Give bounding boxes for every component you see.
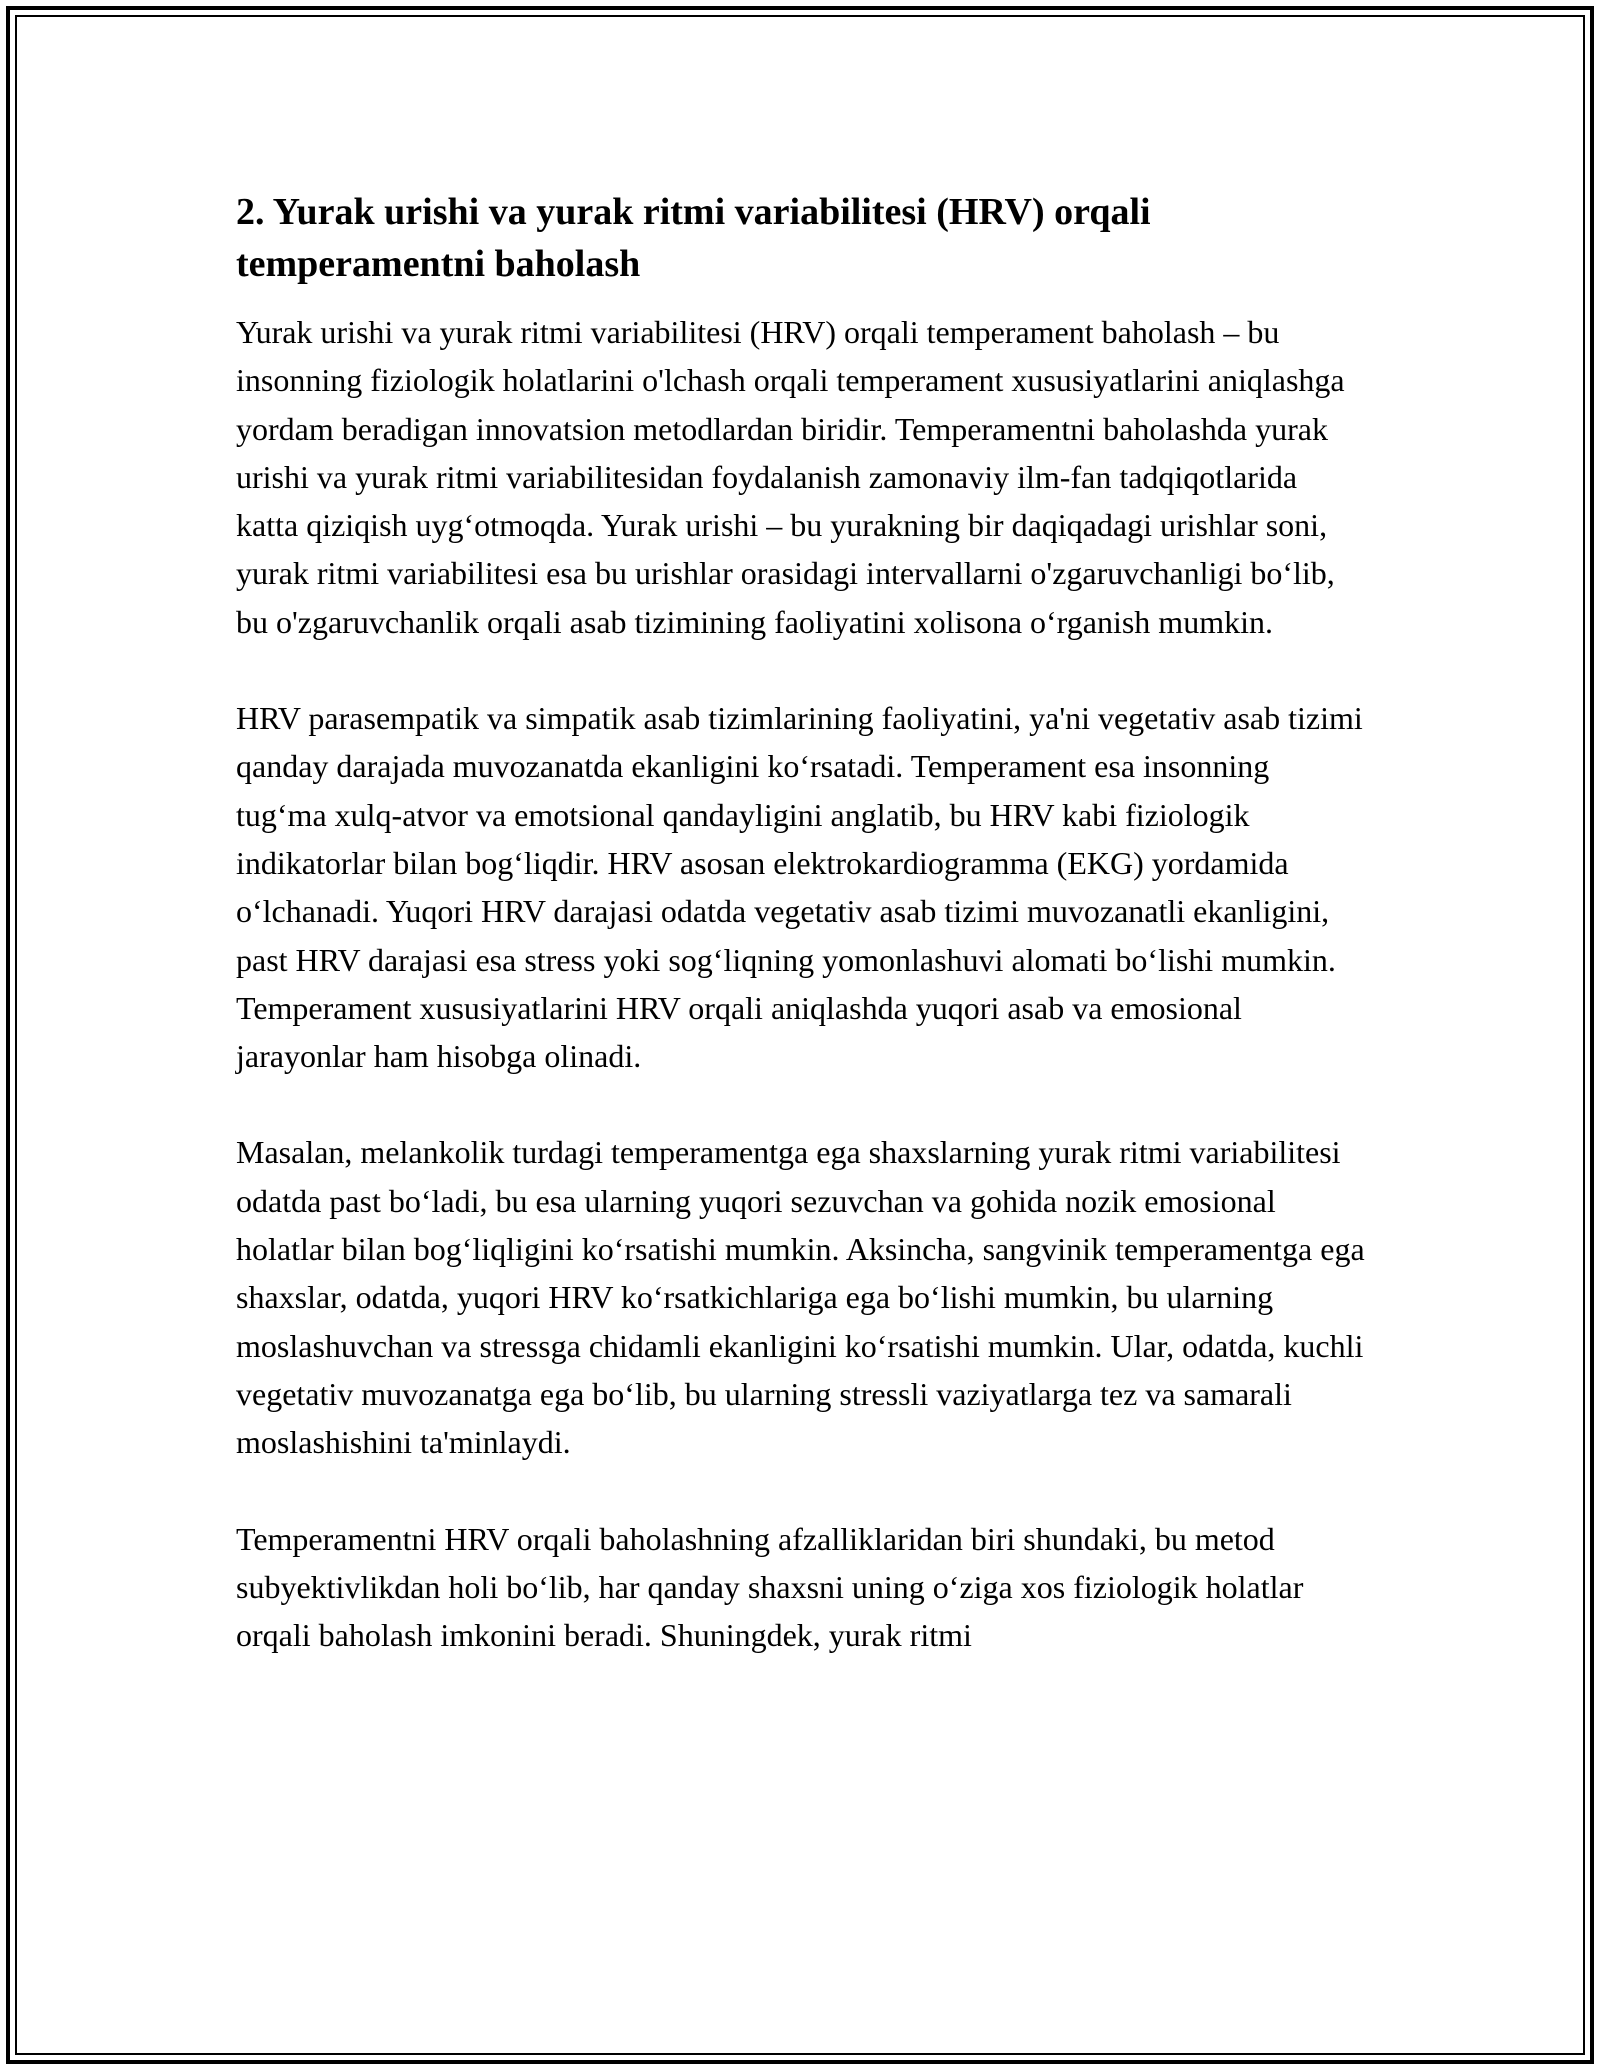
paragraph-2: HRV parasempatik va simpatik asab tizimlarining faoliyatini, ya'ni vegetativ asab tizimi qanday darajada muvozanatda ekanligini ko‘rsatadi. Temperament esa insonning tug‘ma xulq-atvor va emotsional qandayligini anglatib, bu HRV kabi fiziologik indikatorlar bilan bog‘liqdir. HRV asosan elektrokardiogramma (EKG) yordamida o‘lchanadi. Yuqori HRV darajasi odatda vegetativ asab tizimi muvozanatli ekanligini, past HRV darajasi esa stress yoki sog‘liqning yomonlashuvi alomati bo‘lishi mumkin. Temperament xususiyatlarini HRV orqali aniqlashda yuqori asab va emosional jarayonlar ham hisobga olinadi. [236, 700, 1363, 1075]
paragraph-4: Temperamentni HRV orqali baholashning afzalliklaridan biri shundaki, bu metod subyektivlikdan holi bo‘lib, har qanday shaxsni uning o‘ziga xos fiziologik holatlar orqali baholash imkonini beradi. Shuningdek, yurak ritmi [236, 1520, 1304, 1654]
paragraph-1: Yurak urishi va yurak ritmi variabilitesi (HRV) orqali temperament baholash – bu insonning fiziologik holatlarini o'lchash orqali temperament xususiyatlarini aniqlashga yordam beradigan innovatsion metodlardan biridir. Temperamentni baholashda yurak urishi va yurak ritmi variabilitesidan foydalanish zamonaviy ilm-fan tadqiqotlarida katta qiziqish uyg‘otmoqda. Yurak urishi – bu yurakning bir daqiqadagi urishlar soni, yurak ritmi variabilitesi esa bu urishlar orasidagi intervallarni o'zgaruvchanligi bo‘lib, bu o'zgaruvchanlik orqali asab tizimining faoliyatini xolisona o‘rganish mumkin. [236, 314, 1345, 640]
section-heading: 2. Yurak urishi va yurak ritmi variabilitesi (HRV) orqali temperamentni baholash [236, 191, 1151, 285]
document-body [236, 186, 1366, 1707]
paragraph-3: Masalan, melankolik turdagi temperamentga ega shaxslarning yurak ritmi variabilitesi odatda past bo‘ladi, bu esa ularning yuqori sezuvchan va gohida nozik emosional holatlar bilan bog‘liqligini ko‘rsatishi mumkin. Aksincha, sangvinik temperamentga ega shaxslar, odatda, yuqori HRV ko‘rsatkichlariga ega bo‘lishi mumkin, bu ularning moslashuvchan va stressga chidamli ekanligini ko‘rsatishi mumkin. Ular, odatda, kuchli vegetativ muvozanatga ega bo‘lib, bu ularning stressli vaziyatlarga tez va samarali moslashishini ta'minlaydi. [236, 1134, 1365, 1461]
